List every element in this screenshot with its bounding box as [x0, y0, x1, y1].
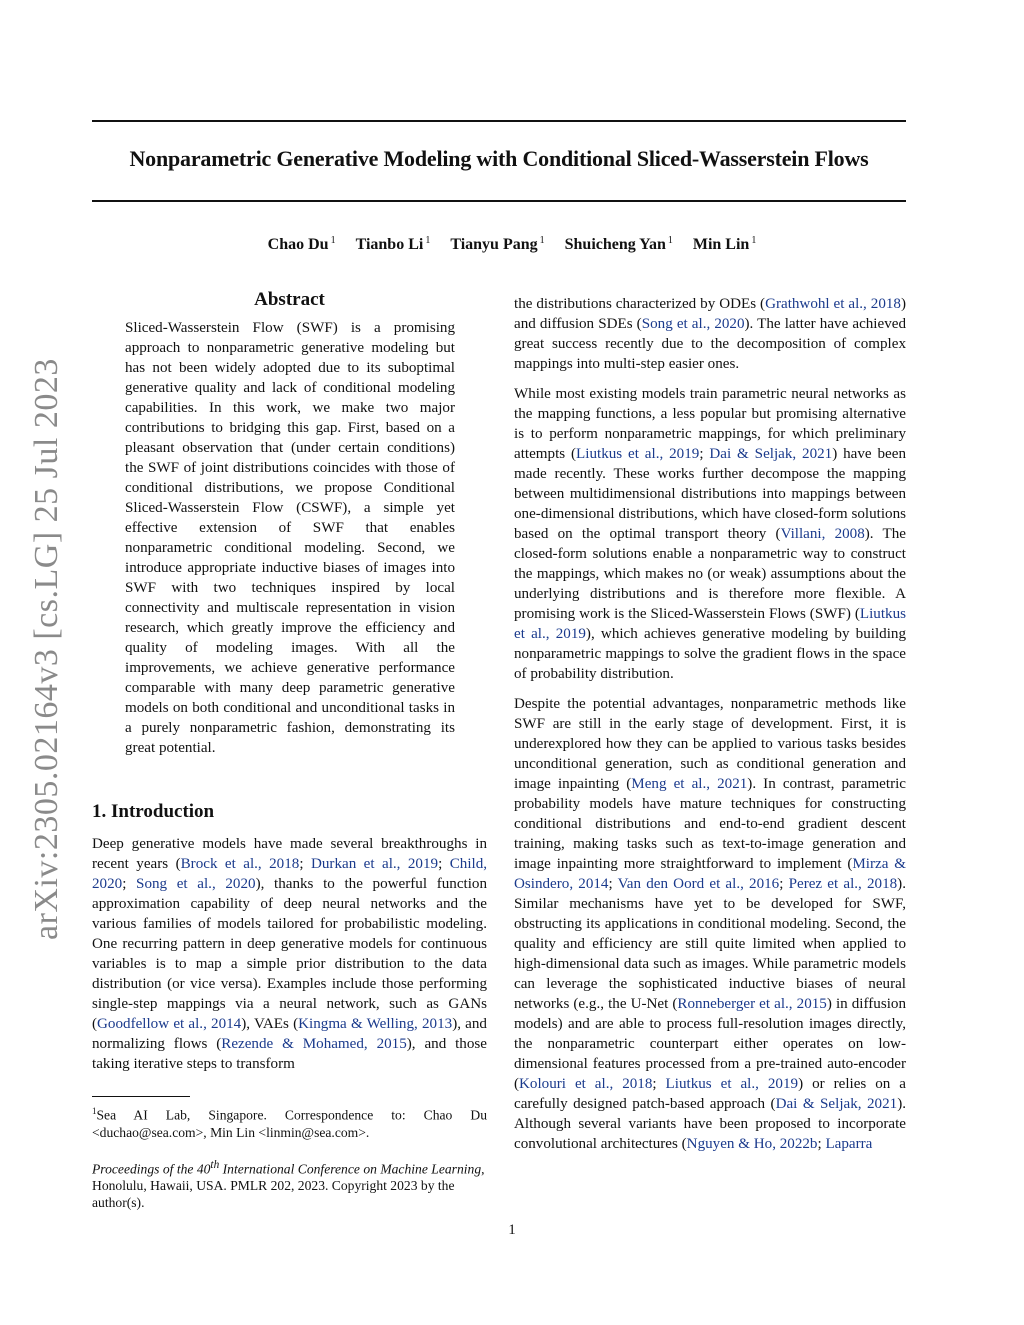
body-paragraph: the distributions characterized by ODEs (Grathwohl et al., 2018) and diffusion SDEs (Song et al., 2020). The latter have achieved great success recently due to the decomposition of complex mappings into multi-step easier ones.: [514, 296, 906, 372]
footnote-rule: [92, 1096, 190, 1097]
citation-link[interactable]: Nguyen & Ho, 2022b: [686, 1136, 818, 1152]
citation-link[interactable]: Dai & Seljak, 2021: [775, 1096, 898, 1112]
proceedings-note: Proceedings of the 40th International Conference on Machine Learning, Honolulu, Hawaii, USA. PMLR 202, 2023. Copyright 2023 by the author(s).: [92, 1158, 485, 1211]
introduction-heading: 1. Introduction: [92, 801, 215, 822]
citation-link[interactable]: Song et al., 2020: [641, 316, 745, 332]
citation-link[interactable]: Ronneberger et al., 2015: [677, 996, 827, 1012]
citation-link[interactable]: Villani, 2008: [780, 526, 865, 542]
author: Shuicheng Yan $^1$: [564, 235, 673, 254]
page-number: 1: [508, 1222, 516, 1238]
citation-link[interactable]: Grathwohl et al., 2018: [765, 296, 901, 312]
citation-link[interactable]: Kolouri et al., 2018: [519, 1076, 653, 1092]
citation-link[interactable]: Brock et al., 2018: [180, 856, 300, 872]
abstract-heading: Abstract: [254, 289, 325, 310]
citation-link[interactable]: Liutkus et al., 2019: [665, 1076, 799, 1092]
citation-link[interactable]: Child, 2020: [92, 856, 488, 892]
title-rule-bottom: [92, 200, 906, 202]
citation-link[interactable]: Kingma & Welling, 2013: [298, 1016, 453, 1032]
citation-link[interactable]: Liutkus et al., 2019: [576, 446, 700, 462]
citation-link[interactable]: Liutkus et al., 2019: [514, 606, 906, 642]
author: Tianbo Li $^1$: [355, 235, 431, 254]
left-column: [92, 290, 487, 1211]
author: Tianyu Pang $^1$: [450, 235, 545, 254]
citation-link[interactable]: Mirza & Osindero, 2014: [514, 856, 906, 892]
arxiv-identifier-stamp: arXiv:2305.02164v3 [cs.LG] 25 Jul 2023: [28, 358, 65, 940]
citation-link[interactable]: Perez et al., 2018: [788, 876, 898, 892]
author: Min Lin $^1$: [692, 235, 757, 254]
citation-link[interactable]: Van den Oord et al., 2016: [617, 876, 780, 892]
abstract-text: Sliced-Wasserstein Flow (SWF) is a promising approach to nonparametric generative modeling but has not been widely adopted due to its suboptimal generative quality and lack of conditional modeling capabilities. In this work, we make two major contributions to bridging this gap. First, based on a pleasant observation that (under certain conditions) the SWF of joint distributions coincides with those of conditional distributions, we propose Conditional Sliced-Wasserstein Flow (CSWF), a simple yet effective extension of SWF that enables nonparametric conditional modeling. Second, we introduce appropriate inductive biases of images into SWF with two techniques inspired by local connectivity and multiscale representation in vision research, which greatly improve the efficiency and quality of modeling images. With all the improvements, we achieve generative performance comparable with many deep parametric generative models on both conditional and unconditional tasks in a purely nonparametric fashion, demonstrating its great potential.: [125, 320, 455, 756]
body-paragraph: Despite the potential advantages, nonparametric methods like SWF are still in the early stage of development. First, it is underexplored how they can be applied to various tasks besides unconditional generation, such as conditional generation and image inpainting (Meng et al., 2021). In contrast, parametric probability models have mature techniques for constructing conditional distributions and end-to-end gradient descent training, making tasks such as text-to-image generation and image inpainting more straightforward to implement (Mirza & Osindero, 2014; Van den Oord et al., 2016; Perez et al., 2018). Similar mechanisms have yet to be developed for SWF, obstructing its applications in conditional modeling. Second, the quality and efficiency are still quite limited when applied to high-dimensional data such as images. While parametric models can leverage the sophisticated inductive biases of neural networks (e.g., the U-Net (Ronneberger et al., 2015) in diffusion models) and are able to process full-resolution images directly, the nonparametric counterpart either operates on low-dimensional features processed from a pre-trained auto-encoder (Kolouri et al., 2018; Liutkus et al., 2019) or relies on a carefully designed patch-based approach (Dai & Seljak, 2021). Although several variants have been proposed to incorporate convolutional architectures (Nguyen & Ho, 2022b; Laparra: [514, 696, 907, 1152]
citation-link[interactable]: Dai & Seljak, 2021: [709, 446, 833, 462]
citation-link[interactable]: Laparra: [825, 1136, 873, 1152]
citation-link[interactable]: Song et al., 2020: [136, 876, 256, 892]
right-column: [514, 294, 906, 1164]
citation-link[interactable]: Rezende & Mohamed, 2015: [221, 1036, 407, 1052]
body-paragraph: While most existing models train parametric neural networks as the mapping functions, a less popular but promising alternative is to perform nonparametric mappings, for which preliminary attempts (Liutkus et al., 2019; Dai & Seljak, 2021) have been made recently. These works further decompose the mapping between multidimensional distributions into mappings between one-dimensional distributions, which have closed-form solutions based on the optimal transport theory (Villani, 2008). The closed-form solutions enable a nonparametric way to construct the mappings, which makes no (or weak) assumptions about the underlying distributions and is therefore more flexible. A promising work is the Sliced-Wasserstein Flows (SWF) (Liutkus et al., 2019), which achieves generative modeling by building nonparametric mappings to solve the gradient flows in the space of probability distribution.: [514, 386, 907, 682]
citation-link[interactable]: Durkan et al., 2019: [310, 856, 439, 872]
affiliation-footnote: $^1$Sea AI Lab, Singapore. Correspondence to: Chao Du <duchao@sea.com>, Min Lin <linmin@sea.com>.: [92, 1106, 487, 1140]
introduction-paragraph: Deep generative models have made several breakthroughs in recent years (Brock et al., 2018; Durkan et al., 2019; Child, 2020; Song et al., 2020), thanks to the powerful function approximation capability of deep neural networks and the various families of models tailored for probabilistic modeling. One recurring pattern in deep generative models for continuous variables is to map a simple prior distribution to the data distribution (or vice versa). Examples include those performing single-step mappings via a neural network, such as GANs (Goodfellow et al., 2014), VAEs (Kingma & Welling, 2013), and normalizing flows (Rezende & Mohamed, 2015), and those taking iterative steps to transform: [92, 836, 488, 1072]
citation-link[interactable]: Meng et al., 2021: [631, 776, 748, 792]
author-list: [0, 235, 1024, 254]
author: Chao Du $^1$: [267, 235, 336, 254]
citation-link[interactable]: Goodfellow et al., 2014: [97, 1016, 242, 1032]
title-rule-top: [92, 120, 906, 122]
paper-title: Nonparametric Generative Modeling with Conditional Sliced-Wasserstein Flows: [129, 146, 869, 171]
